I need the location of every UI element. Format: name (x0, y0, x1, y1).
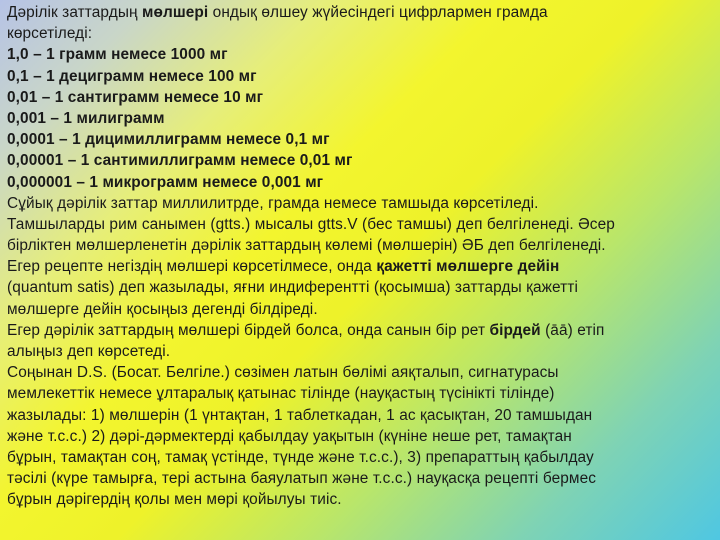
text-segment: және т.с.с.) 2) дәрі-дәрмектердi қабылдау уақытын (күніне неше рет, тамақтан (7, 427, 572, 445)
text-segment: бірліктен мөлшерленетін дәрілік заттардың көлемі (мөлшерін) ӘБ деп белгіленеді. (7, 237, 606, 255)
text-segment: Егер дәрілік заттардың мөлшері бірдей болса, онда санын бір рет (7, 321, 490, 339)
text-segment: көрсетіледі: (7, 25, 93, 43)
text-line (7, 87, 715, 108)
text-line (7, 150, 715, 171)
text-line (7, 214, 715, 235)
text-segment: Тамшыларды рим санымен (gtts.) мысалы gtts.V (бес тамшы) деп белгіленеді. Әсер (7, 215, 615, 233)
text-line (7, 405, 715, 426)
text-line (7, 235, 715, 256)
text-line (7, 277, 715, 298)
bold-term: қажетті мөлшерге дейін (376, 258, 560, 276)
text-line (7, 320, 715, 341)
text-line (7, 299, 715, 320)
text-line (7, 66, 715, 87)
text-segment: мемлекеттік немесе ұлтаралық қатынас тілінде (науқастың түсінікті тілінде) (7, 385, 555, 403)
text-segment: бұрын дәрігердің қолы мен мөрі қойылуы тиіс. (7, 491, 342, 509)
text-line (7, 341, 715, 362)
text-segment: Соңынан D.S. (Босат. Белгіле.) сөзімен латын бөлімі аяқталып, сигнатурасы (7, 364, 559, 382)
text-segment: алыңыз деп көрсетеді. (7, 343, 171, 360)
text-segment: Дәрілік заттардың (7, 4, 142, 21)
text-line (7, 256, 715, 277)
text-segment: жазылады: 1) мөлшерін (1 үнтақтан, 1 таблеткадан, 1 ас қасықтан, 20 тамшыдан (7, 406, 593, 424)
text-segment: мөлшерге дейін қосыңыз дегенді білдіреді. (7, 300, 318, 318)
text-segment: тәсілі (күре тамырға, тері астына баяулатып және т.с.с.) науқасқа рецепті бермес (7, 470, 597, 488)
text-line (7, 468, 715, 489)
text-line (7, 362, 715, 383)
text-line (7, 23, 715, 44)
text-segment: (āā) етіп (540, 321, 605, 339)
dose-equivalence: 0,1 – 1 дециграмм немесе 100 мг (7, 67, 257, 85)
text-line (7, 44, 715, 65)
text-line (7, 172, 715, 193)
text-segment: бұрын, тамақтан соң, тамақ үстінде, түнде және т.с.с.), 3) препараттың қабылдау (7, 448, 594, 466)
text-segment: Егер рецепте негіздің мөлшері көрсетілмесе, онда (7, 258, 377, 276)
dose-equivalence: 0,01 – 1 сантиграмм немесе 10 мг (7, 88, 264, 106)
text-segment: (quantum satis) деп жазылады, яғни индиферентті (қосымша) заттарды қажетті (7, 279, 578, 297)
bold-term: мөлшері (141, 4, 209, 21)
bold-term: бірдей (489, 321, 541, 339)
dose-equivalence: 0,001 – 1 милиграмм (7, 109, 165, 127)
text-line (7, 447, 715, 468)
dose-equivalence: 0,00001 – 1 сантимиллиграмм немесе 0,01 мг (7, 152, 353, 170)
dose-equivalence: 0,000001 – 1 микрограмм немесе 0,001 мг (7, 173, 324, 191)
text-line (7, 426, 715, 447)
text-line (7, 2, 715, 23)
text-segment: Сұйық дәрілік заттар миллилитрде, грамда немесе тамшыда көрсетіледі. (7, 194, 539, 212)
dose-equivalence: 0,0001 – 1 дицимиллиграмм немесе 0,1 мг (7, 131, 330, 149)
dose-equivalence: 1,0 – 1 грамм немесе 1000 мг (7, 46, 228, 64)
text-line (7, 108, 715, 129)
slide-text-body (7, 2, 715, 511)
text-line (7, 489, 715, 510)
text-line (7, 129, 715, 150)
text-line (7, 193, 715, 214)
text-line (7, 383, 715, 404)
text-segment: ондық өлшеу жүйесіндегі цифрлармен грамда (208, 4, 548, 21)
